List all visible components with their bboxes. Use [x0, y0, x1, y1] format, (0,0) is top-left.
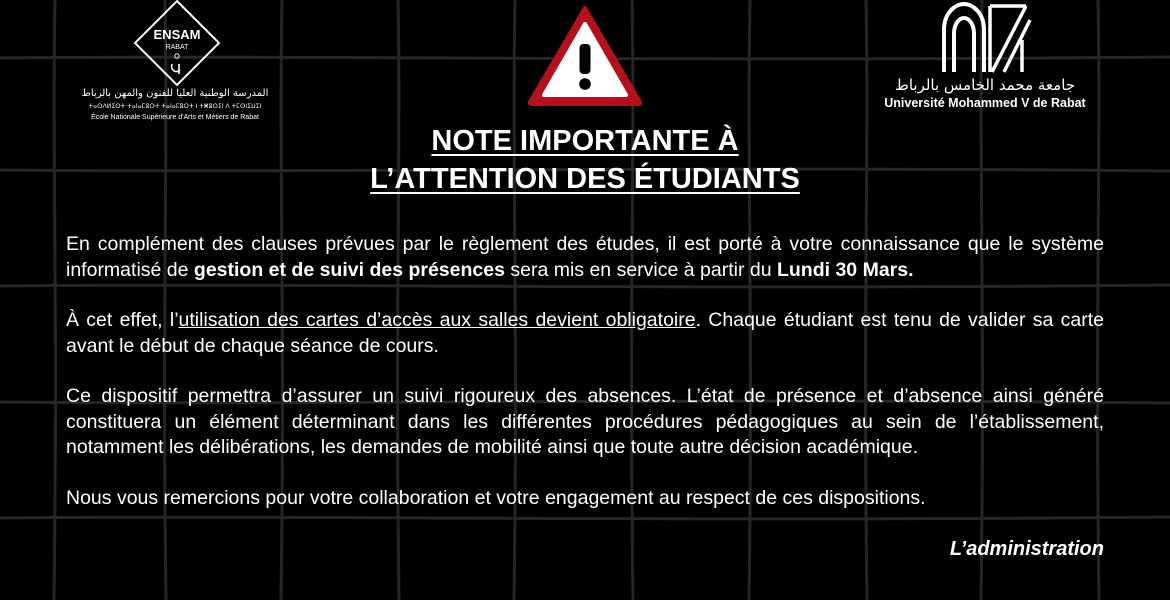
paragraph-4: Nous vous remercions pour votre collaboration et votre engagement au respect de ces dispositions.: [66, 486, 926, 509]
paragraph-2: [66, 308, 1104, 359]
um5-logo: [870, 0, 1100, 115]
um5-french-name: Université Mohammed V de Rabat: [884, 96, 1086, 110]
ensam-arabic-name: المدرسة الوطنية العليا للفنون والمهن بالرباط: [81, 88, 269, 99]
paragraph-1: [66, 232, 1104, 283]
um5-arch-icon: [934, 0, 1034, 76]
paragraph-2-text-a: À cet effet, l’: [66, 309, 179, 331]
paragraph-1-bold-service: gestion et de suivi des présences: [193, 258, 505, 281]
paragraph-3: Ce dispositif permettra d’assurer un suivi rigoureux des absences. L’état de présence et d’absence ainsi généré constituera un élément déterminant dans les différentes procédures pédagogiques au sein de l’établissement, notamment les délibérations, les demandes de mobilité ainsi que toute autre décision académique.: [66, 385, 1104, 458]
title-line-1: NOTE IMPORTANTE À: [431, 125, 739, 157]
ensam-french-name: École Nationale Supérieure d'Arts et Métiers de Rabat: [91, 114, 259, 121]
paragraph-1-text-a: En complément des clauses prévues par le règlement des études, il est porté à votre connaissance que le système informatisé de: [66, 233, 1104, 281]
paragraph-1-text-c: sera mis en service à partir du: [504, 258, 777, 281]
ensam-logo-name: ENSAM: [153, 27, 201, 42]
ensam-tifinagh-name: ⵜⴰⵙⴷⵍⵉⵙⵜ ⵜⴰⵏⴰⵎⵓⵔⵜ ⵜⴰⵏⴰⵎⵓⵔⵜ ⵏ ⵜⵥⵓⵔⵉⵏ ⴷ ⵜⵎⵙⵏⵉⵡⵉⵏ: [88, 104, 262, 110]
page-title: [0, 122, 1170, 198]
paragraph-2-underlined: utilisation des cartes d’accès aux salles devient obligatoire: [178, 309, 696, 331]
um5-arabic-name: جامعة محمد الخامس بالرباط: [894, 76, 1076, 94]
title-line-2: L’ATTENTION DES ÉTUDIANTS: [370, 163, 800, 195]
warning-triangle-icon: [526, 4, 644, 108]
ensam-diamond-icon: [132, 0, 222, 88]
paragraph-2-text-c: . Chaque étudiant est tenu de valider sa carte avant le début de chaque séance de cours.: [66, 309, 1104, 357]
ensam-logo-city: RABAT: [165, 44, 189, 51]
signature: L’administration: [949, 538, 1104, 560]
ensam-logo: [80, 0, 270, 128]
notice-body: [66, 232, 1104, 536]
paragraph-1-bold-date: Lundi 30 Mars.: [776, 258, 914, 281]
